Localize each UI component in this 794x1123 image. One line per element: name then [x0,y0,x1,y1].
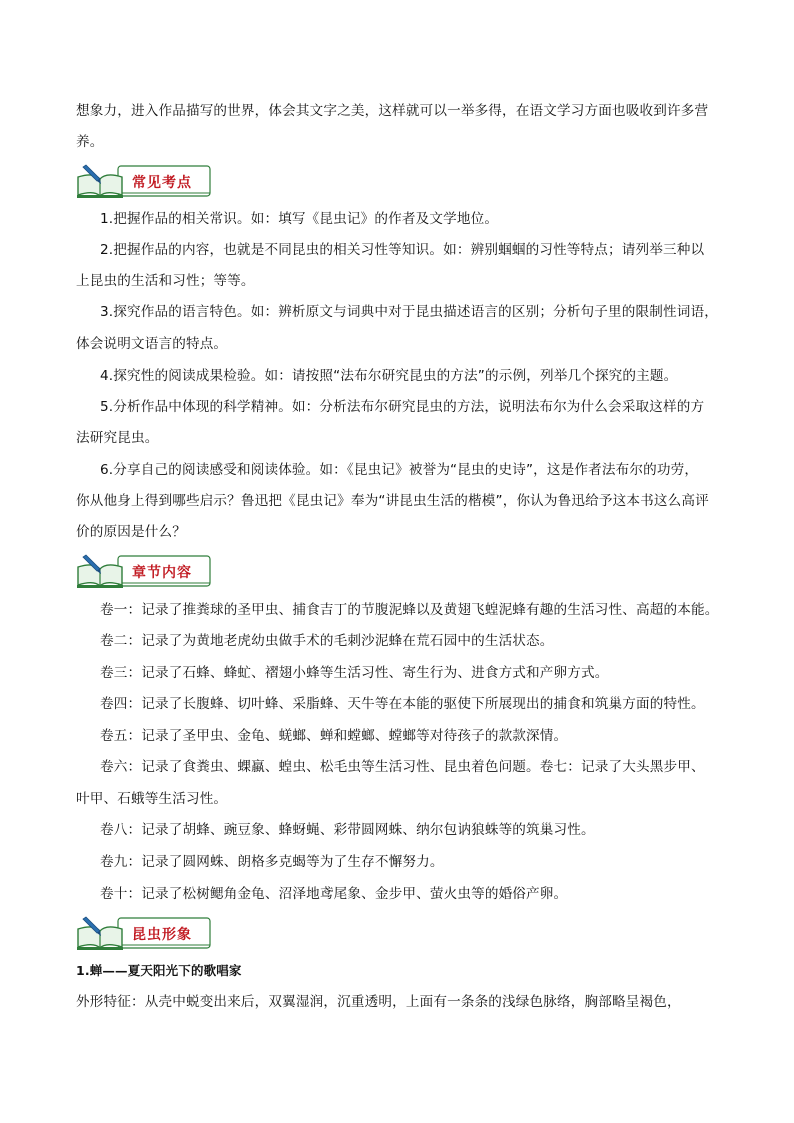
list-item: 你从他身上得到哪些启示？鲁迅把《昆虫记》奉为“讲昆虫生活的楷模”，你认为鲁迅给予这本书这么高评 [76,493,709,509]
list-item: 3.探究作品的语言特色。如：辨析原文与词典中对于昆虫描述语言的区别；分析句子里的限制性词语， [100,304,718,320]
list-item: 6.分享自己的阅读感受和阅读体验。如：《昆虫记》被誉为“昆虫的史诗”，这是作者法布尔的功劳， [100,462,699,478]
section-heading-chapter-content [74,553,214,589]
intro-line-2: 养。 [76,134,104,150]
list-item: 价的原因是什么？ [76,524,186,540]
list-item: 卷九：记录了圆网蛛、朗格多克蝎等为了生存不懈努力。 [100,854,444,870]
list-item: 体会说明文语言的特点。 [76,336,228,352]
section-heading-exam-points [74,163,214,199]
list-item: 叶甲、石蛾等生活习性。 [76,791,228,807]
section-title: 章节内容 [132,565,192,581]
list-item: 卷八：记录了胡蜂、豌豆象、蜂蚜蝇、彩带圆网蛛、纳尔包讷狼蛛等的筑巢习性。 [100,822,595,838]
list-item: 卷十：记录了松树鳃角金龟、沼泽地鸢尾象、金步甲、萤火虫等的婚俗产卵。 [100,886,568,902]
list-item: 外形特征：从壳中蜕变出来后，双翼湿润，沉重透明，上面有一条条的浅绿色脉络，胸部略呈褐色， [76,994,681,1010]
list-item: 卷三：记录了石蜂、蜂虻、褶翅小蜂等生活习性、寄生行为、进食方式和产卵方式。 [100,665,609,681]
intro-line-1: 想象力，进入作品描写的世界，体会其文字之美，这样就可以一举多得，在语文学习方面也吸收到许多营 [76,103,709,119]
list-item: 卷四：记录了长腹蜂、切叶蜂、采脂蜂、天牛等在本能的驱使下所展现出的捕食和筑巢方面的特性。 [100,696,705,712]
list-item: 5.分析作品中体现的科学精神。如：分析法布尔研究昆虫的方法，说明法布尔为什么会采取这样的方 [100,399,705,415]
list-item: 1.把握作品的相关常识。如：填写《昆虫记》的作者及文学地位。 [100,211,499,227]
list-item: 4.探究性的阅读成果检验。如：请按照“法布尔研究昆虫的方法”的示例，列举几个探究的主题。 [100,368,678,384]
list-item: 卷一：记录了推粪球的圣甲虫、捕食吉丁的节腹泥蜂以及黄翅飞蝗泥蜂有趣的生活习性、高超的本能。 [100,602,719,618]
section-heading-insect-image [74,915,214,951]
list-item: 上昆虫的生活和习性；等等。 [76,273,255,289]
list-item: 卷六：记录了食粪虫、蜾蠃、蝗虫、松毛虫等生活习性、昆虫着色问题。卷七：记录了大头黑步甲、 [100,759,705,775]
list-item: 卷二：记录了为黄地老虎幼虫做手术的毛刺沙泥蜂在荒石园中的生活状态。 [100,633,554,649]
list-item: 法研究昆虫。 [76,430,159,446]
subsection-title: 1.蝉——夏天阳光下的歌唱家 [76,963,242,978]
list-item: 2.把握作品的内容，也就是不同昆虫的相关习性等知识。如：辨别蝈蝈的习性等特点；请列举三种以 [100,242,705,258]
section-title: 常见考点 [132,175,192,191]
section-title: 昆虫形象 [132,927,192,943]
list-item: 卷五：记录了圣甲虫、金龟、蜣螂、蝉和螳螂、螳螂等对待孩子的款款深情。 [100,728,568,744]
